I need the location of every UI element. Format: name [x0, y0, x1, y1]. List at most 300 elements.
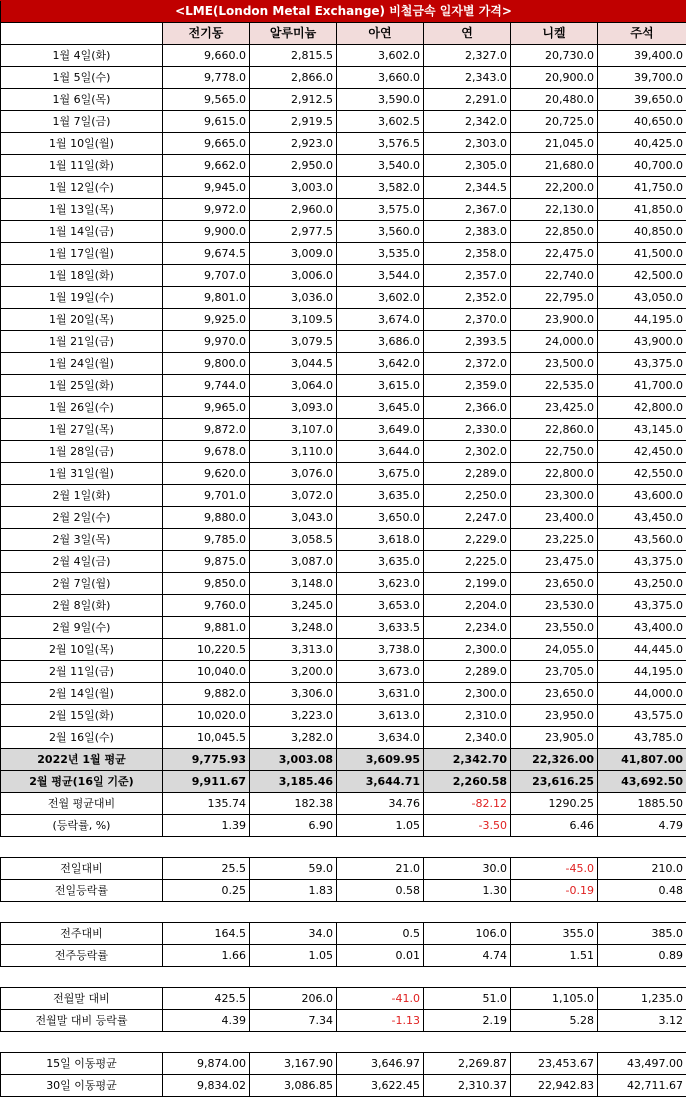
value-cell: 22,795.0 — [511, 287, 598, 309]
header-row — [1, 23, 686, 45]
value-cell: 39,700.0 — [598, 67, 686, 89]
daily-row — [1, 507, 686, 529]
header-corner — [1, 23, 163, 45]
daily-row — [1, 397, 686, 419]
value-cell: 23,705.0 — [511, 661, 598, 683]
row-label: 1월 21일(금) — [1, 331, 163, 353]
row-label: 1월 10일(월) — [1, 133, 163, 155]
value-cell: 3,674.0 — [337, 309, 424, 331]
value-cell: 2,383.0 — [424, 221, 511, 243]
value-cell: 9,850.0 — [163, 573, 250, 595]
value-cell: 51.0 — [424, 988, 511, 1010]
value-cell: 2,919.5 — [250, 111, 337, 133]
daily-row — [1, 441, 686, 463]
value-cell: 2,289.0 — [424, 463, 511, 485]
value-cell: 425.5 — [163, 988, 250, 1010]
value-cell: 2,289.0 — [424, 661, 511, 683]
daily-row — [1, 419, 686, 441]
value-cell: 9,620.0 — [163, 463, 250, 485]
summary-row — [1, 1010, 686, 1032]
value-cell: 2,923.0 — [250, 133, 337, 155]
value-cell: 2,393.5 — [424, 331, 511, 353]
value-cell: 1.83 — [250, 880, 337, 902]
spacer-cell — [1, 967, 686, 988]
value-cell: 7.34 — [250, 1010, 337, 1032]
value-cell: 2,912.5 — [250, 89, 337, 111]
value-cell: 0.48 — [598, 880, 686, 902]
value-cell: 22,740.0 — [511, 265, 598, 287]
value-cell: 44,195.0 — [598, 661, 686, 683]
daily-row — [1, 705, 686, 727]
value-cell: 59.0 — [250, 858, 337, 880]
daily-row — [1, 375, 686, 397]
value-cell: 9,925.0 — [163, 309, 250, 331]
value-cell: 42,550.0 — [598, 463, 686, 485]
value-cell: 3,650.0 — [337, 507, 424, 529]
summary-row — [1, 858, 686, 880]
value-cell: 3,602.0 — [337, 45, 424, 67]
row-label: 1월 11일(화) — [1, 155, 163, 177]
value-cell: 3,003.0 — [250, 177, 337, 199]
value-cell: 9,834.02 — [163, 1075, 250, 1097]
col-header-copper: 전기동 — [163, 23, 250, 45]
value-cell: 40,425.0 — [598, 133, 686, 155]
value-cell: 0.01 — [337, 945, 424, 967]
value-cell: 23,650.0 — [511, 683, 598, 705]
value-cell: 23,616.25 — [511, 771, 598, 793]
value-cell: 3,544.0 — [337, 265, 424, 287]
value-cell: 22,475.0 — [511, 243, 598, 265]
value-cell: 23,550.0 — [511, 617, 598, 639]
summary-row — [1, 945, 686, 967]
value-cell: 1.66 — [163, 945, 250, 967]
value-cell: 3,634.0 — [337, 727, 424, 749]
row-label: 1월 12일(수) — [1, 177, 163, 199]
value-cell: 3,635.0 — [337, 551, 424, 573]
row-label: 2월 2일(수) — [1, 507, 163, 529]
value-cell: 355.0 — [511, 923, 598, 945]
summary-row — [1, 923, 686, 945]
value-cell: 41,807.00 — [598, 749, 686, 771]
value-cell: 1.39 — [163, 815, 250, 837]
value-cell: 3,223.0 — [250, 705, 337, 727]
value-cell: 23,650.0 — [511, 573, 598, 595]
value-cell: 34.0 — [250, 923, 337, 945]
value-cell: 22,326.00 — [511, 749, 598, 771]
value-cell: 20,725.0 — [511, 111, 598, 133]
daily-row — [1, 353, 686, 375]
daily-row — [1, 45, 686, 67]
value-cell: 9,881.0 — [163, 617, 250, 639]
value-cell: 3,622.45 — [337, 1075, 424, 1097]
row-label: 1월 14일(금) — [1, 221, 163, 243]
col-header-nickel: 니켈 — [511, 23, 598, 45]
value-cell: 21,045.0 — [511, 133, 598, 155]
value-cell: 21.0 — [337, 858, 424, 880]
row-label: 1월 6일(목) — [1, 89, 163, 111]
value-cell: 2,815.5 — [250, 45, 337, 67]
value-cell: 3,313.0 — [250, 639, 337, 661]
value-cell: 3,590.0 — [337, 89, 424, 111]
value-cell: 22,800.0 — [511, 463, 598, 485]
value-cell: 9,872.0 — [163, 419, 250, 441]
value-cell: 2,247.0 — [424, 507, 511, 529]
value-cell: 2,310.0 — [424, 705, 511, 727]
daily-row — [1, 639, 686, 661]
value-cell: 2,950.0 — [250, 155, 337, 177]
row-label: 1월 19일(수) — [1, 287, 163, 309]
value-cell: 43,450.0 — [598, 507, 686, 529]
value-cell: 43,692.50 — [598, 771, 686, 793]
value-cell: 9,880.0 — [163, 507, 250, 529]
row-label: 1월 7일(금) — [1, 111, 163, 133]
value-cell: 2.19 — [424, 1010, 511, 1032]
daily-row — [1, 155, 686, 177]
value-cell: 20,480.0 — [511, 89, 598, 111]
value-cell: 23,900.0 — [511, 309, 598, 331]
value-cell: 1.51 — [511, 945, 598, 967]
summary-row — [1, 880, 686, 902]
value-cell: 34.76 — [337, 793, 424, 815]
value-cell: 3,649.0 — [337, 419, 424, 441]
value-cell: 6.46 — [511, 815, 598, 837]
value-cell: 5.28 — [511, 1010, 598, 1032]
value-cell: 9,674.5 — [163, 243, 250, 265]
daily-row — [1, 529, 686, 551]
row-label: 1월 18일(화) — [1, 265, 163, 287]
value-cell: 43,560.0 — [598, 529, 686, 551]
value-cell: 2,300.0 — [424, 639, 511, 661]
value-cell: 43,900.0 — [598, 331, 686, 353]
col-header-zinc: 아연 — [337, 23, 424, 45]
summary-row — [1, 1053, 686, 1075]
value-cell: 23,950.0 — [511, 705, 598, 727]
value-cell: 2,300.0 — [424, 683, 511, 705]
value-cell: 3,245.0 — [250, 595, 337, 617]
value-cell: 6.90 — [250, 815, 337, 837]
value-cell: 3,560.0 — [337, 221, 424, 243]
value-cell: 3,633.5 — [337, 617, 424, 639]
col-header-aluminum: 알루미늄 — [250, 23, 337, 45]
value-cell: 2,204.0 — [424, 595, 511, 617]
value-cell: 3,609.95 — [337, 749, 424, 771]
value-cell: 23,225.0 — [511, 529, 598, 551]
value-cell: 3,086.85 — [250, 1075, 337, 1097]
row-label: 전주대비 — [1, 923, 163, 945]
value-cell: 22,200.0 — [511, 177, 598, 199]
value-cell: 3,646.97 — [337, 1053, 424, 1075]
value-cell: 9,707.0 — [163, 265, 250, 287]
value-cell: 22,535.0 — [511, 375, 598, 397]
value-cell: 43,785.0 — [598, 727, 686, 749]
daily-row — [1, 199, 686, 221]
value-cell: 4.79 — [598, 815, 686, 837]
spacer-cell — [1, 837, 686, 858]
value-cell: 3,645.0 — [337, 397, 424, 419]
value-cell: 0.89 — [598, 945, 686, 967]
row-label: 2월 11일(금) — [1, 661, 163, 683]
title-row — [1, 1, 686, 23]
value-cell: 9,874.00 — [163, 1053, 250, 1075]
value-cell: 23,453.67 — [511, 1053, 598, 1075]
daily-row — [1, 617, 686, 639]
spacer-row — [1, 1032, 686, 1053]
value-cell: 3,623.0 — [337, 573, 424, 595]
value-cell: 42,500.0 — [598, 265, 686, 287]
value-cell: 9,875.0 — [163, 551, 250, 573]
value-cell: 2,291.0 — [424, 89, 511, 111]
row-label: (등락률, %) — [1, 815, 163, 837]
value-cell: 9,678.0 — [163, 441, 250, 463]
value-cell: 43,600.0 — [598, 485, 686, 507]
value-cell: 9,882.0 — [163, 683, 250, 705]
value-cell: 9,900.0 — [163, 221, 250, 243]
value-cell: 40,700.0 — [598, 155, 686, 177]
value-cell: 2,302.0 — [424, 441, 511, 463]
value-cell: 2,199.0 — [424, 573, 511, 595]
value-cell: 2,310.37 — [424, 1075, 511, 1097]
value-cell: 2,327.0 — [424, 45, 511, 67]
value-cell: 23,400.0 — [511, 507, 598, 529]
value-cell: 9,662.0 — [163, 155, 250, 177]
value-cell: 3,535.0 — [337, 243, 424, 265]
value-cell: 1.05 — [250, 945, 337, 967]
value-cell: 3,644.0 — [337, 441, 424, 463]
value-cell: 2,372.0 — [424, 353, 511, 375]
value-cell: 41,750.0 — [598, 177, 686, 199]
row-label: 2월 8일(화) — [1, 595, 163, 617]
value-cell: 0.58 — [337, 880, 424, 902]
summary-row — [1, 793, 686, 815]
value-cell: 42,450.0 — [598, 441, 686, 463]
row-label: 30일 이동평균 — [1, 1075, 163, 1097]
value-cell: 3,738.0 — [337, 639, 424, 661]
value-cell: 2,342.70 — [424, 749, 511, 771]
value-cell: 210.0 — [598, 858, 686, 880]
value-cell: -0.19 — [511, 880, 598, 902]
value-cell: 1,235.0 — [598, 988, 686, 1010]
value-cell: 9,945.0 — [163, 177, 250, 199]
value-cell: 164.5 — [163, 923, 250, 945]
row-label: 2월 15일(화) — [1, 705, 163, 727]
value-cell: -3.50 — [424, 815, 511, 837]
value-cell: 20,900.0 — [511, 67, 598, 89]
value-cell: 4.74 — [424, 945, 511, 967]
value-cell: 0.25 — [163, 880, 250, 902]
value-cell: 9,911.67 — [163, 771, 250, 793]
value-cell: 1.30 — [424, 880, 511, 902]
value-cell: 3,282.0 — [250, 727, 337, 749]
value-cell: 1885.50 — [598, 793, 686, 815]
value-cell: 22,130.0 — [511, 199, 598, 221]
daily-row — [1, 727, 686, 749]
value-cell: 2,367.0 — [424, 199, 511, 221]
value-cell: 2,342.0 — [424, 111, 511, 133]
value-cell: 3,660.0 — [337, 67, 424, 89]
value-cell: 43,250.0 — [598, 573, 686, 595]
col-header-tin: 주석 — [598, 23, 686, 45]
value-cell: 3,631.0 — [337, 683, 424, 705]
value-cell: 9,760.0 — [163, 595, 250, 617]
value-cell: 41,850.0 — [598, 199, 686, 221]
value-cell: 44,445.0 — [598, 639, 686, 661]
value-cell: 41,500.0 — [598, 243, 686, 265]
daily-row — [1, 485, 686, 507]
value-cell: 23,475.0 — [511, 551, 598, 573]
value-cell: 9,972.0 — [163, 199, 250, 221]
value-cell: 3,072.0 — [250, 485, 337, 507]
value-cell: 39,400.0 — [598, 45, 686, 67]
value-cell: 3,109.5 — [250, 309, 337, 331]
daily-row — [1, 67, 686, 89]
summary-row — [1, 988, 686, 1010]
row-label: 1월 17일(월) — [1, 243, 163, 265]
daily-row — [1, 595, 686, 617]
value-cell: 2,344.5 — [424, 177, 511, 199]
row-label: 1월 26일(수) — [1, 397, 163, 419]
value-cell: 3,248.0 — [250, 617, 337, 639]
value-cell: 43,145.0 — [598, 419, 686, 441]
value-cell: 3,043.0 — [250, 507, 337, 529]
value-cell: 21,680.0 — [511, 155, 598, 177]
value-cell: 3,003.08 — [250, 749, 337, 771]
value-cell: 0.5 — [337, 923, 424, 945]
value-cell: 3,635.0 — [337, 485, 424, 507]
value-cell: 9,778.0 — [163, 67, 250, 89]
daily-row — [1, 551, 686, 573]
value-cell: 23,500.0 — [511, 353, 598, 375]
value-cell: 3.12 — [598, 1010, 686, 1032]
value-cell: 2,977.5 — [250, 221, 337, 243]
row-label: 2월 14일(월) — [1, 683, 163, 705]
daily-row — [1, 287, 686, 309]
value-cell: 3,107.0 — [250, 419, 337, 441]
value-cell: 25.5 — [163, 858, 250, 880]
value-cell: 40,850.0 — [598, 221, 686, 243]
value-cell: 3,200.0 — [250, 661, 337, 683]
value-cell: 9,744.0 — [163, 375, 250, 397]
value-cell: 3,148.0 — [250, 573, 337, 595]
average-row — [1, 771, 686, 793]
row-label: 2월 3일(목) — [1, 529, 163, 551]
value-cell: 9,665.0 — [163, 133, 250, 155]
daily-row — [1, 573, 686, 595]
value-cell: 3,093.0 — [250, 397, 337, 419]
value-cell: 106.0 — [424, 923, 511, 945]
value-cell: 10,220.5 — [163, 639, 250, 661]
value-cell: 3,675.0 — [337, 463, 424, 485]
value-cell: 42,711.67 — [598, 1075, 686, 1097]
daily-row — [1, 111, 686, 133]
value-cell: 24,055.0 — [511, 639, 598, 661]
col-header-lead: 연 — [424, 23, 511, 45]
row-label: 1월 28일(금) — [1, 441, 163, 463]
value-cell: 3,167.90 — [250, 1053, 337, 1075]
row-label: 2월 9일(수) — [1, 617, 163, 639]
daily-row — [1, 309, 686, 331]
value-cell: 23,425.0 — [511, 397, 598, 419]
value-cell: 44,000.0 — [598, 683, 686, 705]
daily-row — [1, 265, 686, 287]
value-cell: 23,300.0 — [511, 485, 598, 507]
daily-row — [1, 89, 686, 111]
value-cell: 3,618.0 — [337, 529, 424, 551]
value-cell: 3,076.0 — [250, 463, 337, 485]
value-cell: 2,370.0 — [424, 309, 511, 331]
row-label: 1월 27일(목) — [1, 419, 163, 441]
value-cell: 23,530.0 — [511, 595, 598, 617]
row-label: 전일대비 — [1, 858, 163, 880]
value-cell: 23,905.0 — [511, 727, 598, 749]
value-cell: 3,615.0 — [337, 375, 424, 397]
value-cell: 43,375.0 — [598, 353, 686, 375]
value-cell: 43,575.0 — [598, 705, 686, 727]
daily-row — [1, 177, 686, 199]
value-cell: 22,860.0 — [511, 419, 598, 441]
value-cell: 22,850.0 — [511, 221, 598, 243]
value-cell: -1.13 — [337, 1010, 424, 1032]
value-cell: 10,040.0 — [163, 661, 250, 683]
daily-row — [1, 661, 686, 683]
value-cell: 3,602.5 — [337, 111, 424, 133]
row-label: 2월 4일(금) — [1, 551, 163, 573]
value-cell: 9,800.0 — [163, 353, 250, 375]
value-cell: 41,700.0 — [598, 375, 686, 397]
value-cell: 1290.25 — [511, 793, 598, 815]
value-cell: 2,234.0 — [424, 617, 511, 639]
value-cell: 43,400.0 — [598, 617, 686, 639]
value-cell: 20,730.0 — [511, 45, 598, 67]
value-cell: 3,575.0 — [337, 199, 424, 221]
daily-row — [1, 463, 686, 485]
row-label: 2022년 1월 평균 — [1, 749, 163, 771]
value-cell: 1.05 — [337, 815, 424, 837]
row-label: 1월 5일(수) — [1, 67, 163, 89]
value-cell: 9,801.0 — [163, 287, 250, 309]
table-title: <LME(London Metal Exchange) 비철금속 일자별 가격> — [1, 1, 686, 23]
value-cell: 2,260.58 — [424, 771, 511, 793]
row-label: 2월 16일(수) — [1, 727, 163, 749]
value-cell: 3,576.5 — [337, 133, 424, 155]
value-cell: 2,303.0 — [424, 133, 511, 155]
row-label: 전주등락률 — [1, 945, 163, 967]
row-label: 2월 평균(16일 기준) — [1, 771, 163, 793]
value-cell: 9,965.0 — [163, 397, 250, 419]
row-label: 2월 7일(월) — [1, 573, 163, 595]
table-body — [1, 1, 686, 1097]
value-cell: 2,229.0 — [424, 529, 511, 551]
value-cell: 3,058.5 — [250, 529, 337, 551]
value-cell: 3,582.0 — [337, 177, 424, 199]
row-label: 1월 24일(월) — [1, 353, 163, 375]
value-cell: 10,045.5 — [163, 727, 250, 749]
row-label: 15일 이동평균 — [1, 1053, 163, 1075]
value-cell: 206.0 — [250, 988, 337, 1010]
value-cell: 43,497.00 — [598, 1053, 686, 1075]
spacer-row — [1, 837, 686, 858]
average-row — [1, 749, 686, 771]
value-cell: 9,660.0 — [163, 45, 250, 67]
value-cell: 2,330.0 — [424, 419, 511, 441]
value-cell: 2,960.0 — [250, 199, 337, 221]
row-label: 전월말 대비 등락률 — [1, 1010, 163, 1032]
row-label: 1월 20일(목) — [1, 309, 163, 331]
value-cell: 3,036.0 — [250, 287, 337, 309]
value-cell: 43,375.0 — [598, 551, 686, 573]
row-label: 전월 평균대비 — [1, 793, 163, 815]
value-cell: 43,375.0 — [598, 595, 686, 617]
value-cell: 30.0 — [424, 858, 511, 880]
